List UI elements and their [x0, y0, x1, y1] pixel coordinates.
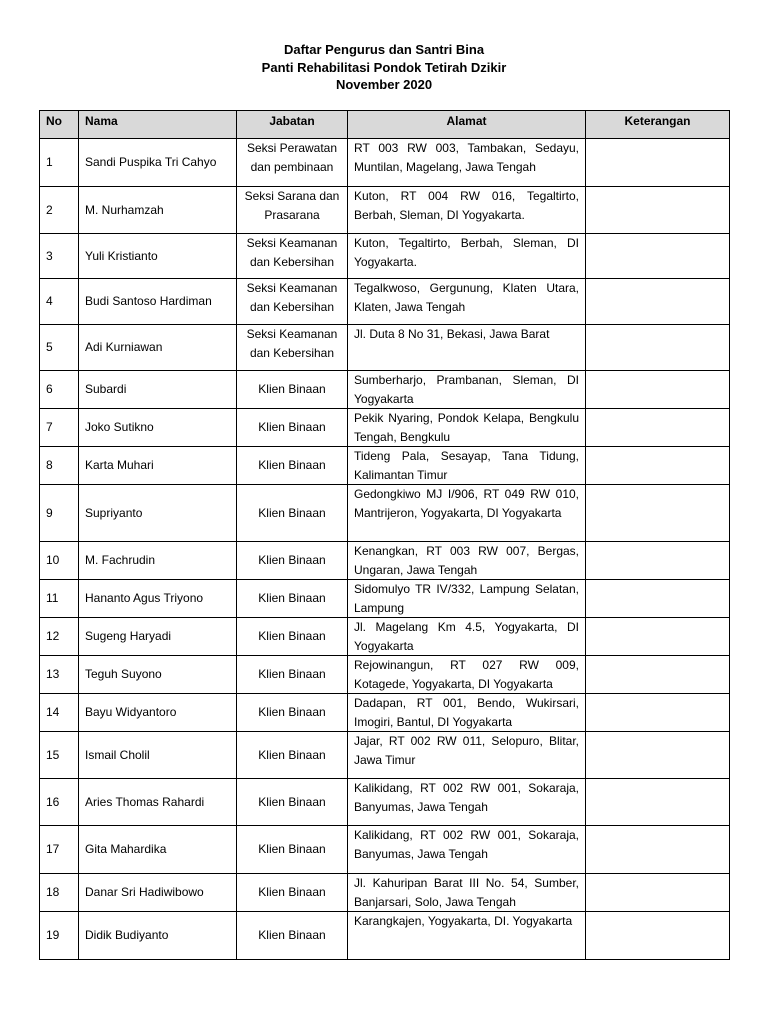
cell-jabatan: Klien Binaan: [237, 732, 348, 779]
cell-jabatan: Klien Binaan: [237, 656, 348, 694]
cell-no: 10: [40, 542, 79, 580]
column-header-no: No: [40, 111, 79, 139]
cell-nama: Sandi Puspika Tri Cahyo: [79, 139, 237, 187]
table-body: [40, 139, 730, 960]
document-title: [0, 41, 768, 94]
column-header-keterangan: Keterangan: [586, 111, 730, 139]
cell-no: 17: [40, 826, 79, 874]
cell-nama: Hananto Agus Triyono: [79, 580, 237, 618]
cell-nama: M. Fachrudin: [79, 542, 237, 580]
cell-jabatan: Klien Binaan: [237, 618, 348, 656]
cell-alamat: Gedongkiwo MJ I/906, RT 049 RW 010, Mantrijeron, Yogyakarta, DI Yogyakarta: [348, 485, 586, 542]
cell-keterangan: [586, 779, 730, 826]
column-header-jabatan: Jabatan: [237, 111, 348, 139]
cell-alamat: Tideng Pala, Sesayap, Tana Tidung, Kalimantan Timur: [348, 447, 586, 485]
cell-keterangan: [586, 580, 730, 618]
cell-no: 19: [40, 912, 79, 960]
cell-alamat: Rejowinangun, RT 027 RW 009, Kotagede, Yogyakarta, DI Yogyakarta: [348, 656, 586, 694]
cell-keterangan: [586, 618, 730, 656]
cell-jabatan: Klien Binaan: [237, 485, 348, 542]
cell-alamat: Jajar, RT 002 RW 011, Selopuro, Blitar, Jawa Timur: [348, 732, 586, 779]
cell-jabatan: Klien Binaan: [237, 912, 348, 960]
cell-jabatan: Klien Binaan: [237, 694, 348, 732]
cell-alamat: Pekik Nyaring, Pondok Kelapa, Bengkulu Tengah, Bengkulu: [348, 409, 586, 447]
cell-nama: Gita Mahardika: [79, 826, 237, 874]
table-row: [40, 485, 730, 542]
cell-alamat: Tegalkwoso, Gergunung, Klaten Utara, Klaten, Jawa Tengah: [348, 279, 586, 325]
cell-keterangan: [586, 279, 730, 325]
table-row: [40, 779, 730, 826]
cell-jabatan: Seksi Sarana dan Prasarana: [237, 187, 348, 234]
table-row: [40, 187, 730, 234]
cell-alamat: Karangkajen, Yogyakarta, DI. Yogyakarta: [348, 912, 586, 960]
cell-keterangan: [586, 912, 730, 960]
cell-alamat: Kuton, RT 004 RW 016, Tegaltirto, Berbah, Sleman, DI Yogyakarta.: [348, 187, 586, 234]
cell-jabatan: Klien Binaan: [237, 580, 348, 618]
cell-jabatan: Seksi Perawatan dan pembinaan: [237, 139, 348, 187]
cell-nama: Bayu Widyantoro: [79, 694, 237, 732]
cell-alamat: Jl. Duta 8 No 31, Bekasi, Jawa Barat: [348, 325, 586, 371]
cell-jabatan: Klien Binaan: [237, 779, 348, 826]
table-row: [40, 325, 730, 371]
title-line-1: Daftar Pengurus dan Santri Bina: [283, 42, 485, 57]
cell-nama: Adi Kurniawan: [79, 325, 237, 371]
cell-alamat: Jl. Magelang Km 4.5, Yogyakarta, DI Yogyakarta: [348, 618, 586, 656]
column-header-alamat: Alamat: [348, 111, 586, 139]
cell-jabatan: Seksi Keamanan dan Kebersihan: [237, 234, 348, 279]
cell-nama: Subardi: [79, 371, 237, 409]
table-row: [40, 139, 730, 187]
cell-nama: M. Nurhamzah: [79, 187, 237, 234]
cell-no: 15: [40, 732, 79, 779]
cell-keterangan: [586, 187, 730, 234]
table-row: [40, 732, 730, 779]
cell-keterangan: [586, 732, 730, 779]
roster-table: [39, 110, 730, 960]
cell-no: 5: [40, 325, 79, 371]
cell-nama: Joko Sutikno: [79, 409, 237, 447]
table-row: [40, 279, 730, 325]
cell-no: 6: [40, 371, 79, 409]
cell-keterangan: [586, 656, 730, 694]
cell-no: 13: [40, 656, 79, 694]
cell-alamat: Sumberharjo, Prambanan, Sleman, DI Yogyakarta: [348, 371, 586, 409]
cell-jabatan: Klien Binaan: [237, 371, 348, 409]
column-header-nama: Nama: [79, 111, 237, 139]
cell-keterangan: [586, 874, 730, 912]
cell-nama: Teguh Suyono: [79, 656, 237, 694]
cell-jabatan: Klien Binaan: [237, 874, 348, 912]
cell-no: 9: [40, 485, 79, 542]
cell-keterangan: [586, 234, 730, 279]
cell-no: 1: [40, 139, 79, 187]
cell-jabatan: Klien Binaan: [237, 542, 348, 580]
table-row: [40, 912, 730, 960]
cell-no: 11: [40, 580, 79, 618]
table-row: [40, 656, 730, 694]
cell-jabatan: Klien Binaan: [237, 447, 348, 485]
cell-no: 18: [40, 874, 79, 912]
table-row: [40, 371, 730, 409]
title-line-3: November 2020: [335, 77, 433, 92]
cell-no: 3: [40, 234, 79, 279]
cell-nama: Yuli Kristianto: [79, 234, 237, 279]
cell-keterangan: [586, 325, 730, 371]
cell-keterangan: [586, 409, 730, 447]
table-row: [40, 542, 730, 580]
cell-no: 8: [40, 447, 79, 485]
cell-nama: Ismail Cholil: [79, 732, 237, 779]
cell-jabatan: Klien Binaan: [237, 409, 348, 447]
cell-alamat: Jl. Kahuripan Barat III No. 54, Sumber, Banjarsari, Solo, Jawa Tengah: [348, 874, 586, 912]
table-row: [40, 874, 730, 912]
cell-nama: Aries Thomas Rahardi: [79, 779, 237, 826]
cell-alamat: Kuton, Tegaltirto, Berbah, Sleman, DI Yogyakarta.: [348, 234, 586, 279]
cell-nama: Sugeng Haryadi: [79, 618, 237, 656]
table-row: [40, 694, 730, 732]
cell-alamat: Sidomulyo TR IV/332, Lampung Selatan, Lampung: [348, 580, 586, 618]
cell-alamat: Kalikidang, RT 002 RW 001, Sokaraja, Banyumas, Jawa Tengah: [348, 779, 586, 826]
cell-no: 16: [40, 779, 79, 826]
table-header-row: [40, 111, 730, 139]
cell-nama: Supriyanto: [79, 485, 237, 542]
table-row: [40, 234, 730, 279]
cell-nama: Danar Sri Hadiwibowo: [79, 874, 237, 912]
cell-nama: Karta Muhari: [79, 447, 237, 485]
table-row: [40, 618, 730, 656]
cell-keterangan: [586, 139, 730, 187]
cell-jabatan: Seksi Keamanan dan Kebersihan: [237, 325, 348, 371]
table-row: [40, 447, 730, 485]
table-row: [40, 409, 730, 447]
cell-keterangan: [586, 371, 730, 409]
cell-keterangan: [586, 694, 730, 732]
cell-jabatan: Klien Binaan: [237, 826, 348, 874]
cell-jabatan: Seksi Keamanan dan Kebersihan: [237, 279, 348, 325]
cell-keterangan: [586, 485, 730, 542]
cell-no: 4: [40, 279, 79, 325]
cell-nama: Didik Budiyanto: [79, 912, 237, 960]
cell-keterangan: [586, 542, 730, 580]
cell-alamat: Dadapan, RT 001, Bendo, Wukirsari, Imogiri, Bantul, DI Yogyakarta: [348, 694, 586, 732]
table-row: [40, 580, 730, 618]
table-row: [40, 826, 730, 874]
cell-no: 12: [40, 618, 79, 656]
cell-no: 7: [40, 409, 79, 447]
cell-nama: Budi Santoso Hardiman: [79, 279, 237, 325]
cell-keterangan: [586, 447, 730, 485]
cell-keterangan: [586, 826, 730, 874]
cell-no: 14: [40, 694, 79, 732]
cell-no: 2: [40, 187, 79, 234]
cell-alamat: Kenangkan, RT 003 RW 007, Bergas, Ungaran, Jawa Tengah: [348, 542, 586, 580]
cell-alamat: RT 003 RW 003, Tambakan, Sedayu, Muntilan, Magelang, Jawa Tengah: [348, 139, 586, 187]
title-line-2: Panti Rehabilitasi Pondok Tetirah Dzikir: [261, 59, 507, 75]
cell-alamat: Kalikidang, RT 002 RW 001, Sokaraja, Banyumas, Jawa Tengah: [348, 826, 586, 874]
